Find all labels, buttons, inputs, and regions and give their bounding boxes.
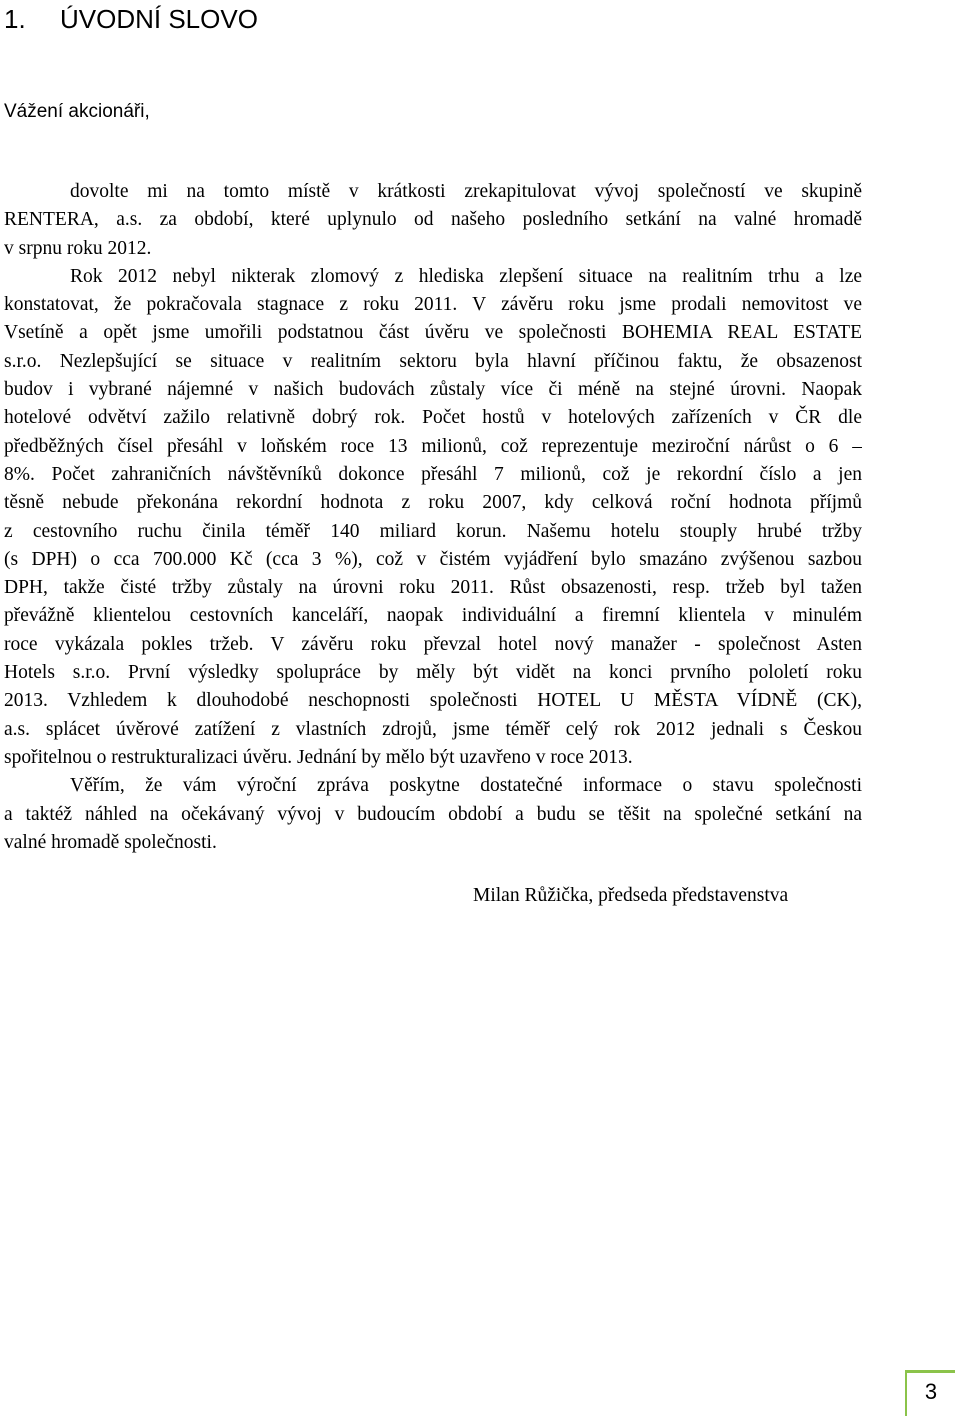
body-line: dovolte mi na tomto místě v krátkosti zrekapitulovat vývoj společností ve skupině xyxy=(70,181,862,202)
body-line: Hotels s.r.o. První výsledky spolupráce by měly být vidět na konci prvního pololetí roku xyxy=(4,662,862,684)
section-heading xyxy=(4,2,258,36)
body-line: s.r.o. Nezlepšující se situace v realitním sektoru byla hlavní příčinou faktu, že obsazenost xyxy=(4,350,862,372)
body-line: roce vykázala pokles tržeb. V závěru roku převzal hotel nový manažer - společnost Asten xyxy=(4,633,862,655)
body-line: převážně klientelou cestovních kanceláří, naopak individuální a firemní klientela v minulém xyxy=(4,605,862,627)
body-line: předběžných čísel přesáhl v loňském roce 13 milionů, což reprezentuje meziroční nárůst o 6 – xyxy=(4,435,862,457)
body-line: RENTERA, a.s. za období, které uplynulo od našeho posledního setkání na valné hromadě xyxy=(4,209,862,231)
section-title: ÚVODNÍ SLOVO xyxy=(60,4,258,34)
body-line: konstatovat, že pokračovala stagnace z roku 2011. V závěru roku jsme prodali nemovitost ve xyxy=(4,294,862,316)
body-line: a taktéž náhled na očekávaný vývoj v budoucím období a budu se těšit na společné setkání na xyxy=(4,803,862,825)
body-line: spořitelnou o restrukturalizaci úvěru. Jednání by mělo být uzavřeno v roce 2013. xyxy=(4,746,633,768)
body-line: Rok 2012 nebyl nikterak zlomový z hlediska zlepšení situace na realitním trhu a lze xyxy=(70,265,862,287)
signature: Milan Růžička, předseda představenstva xyxy=(473,885,789,906)
body-line: (s DPH) o cca 700.000 Kč (cca 3 %), což v čistém vyjádření bylo smazáno zvýšenou sazbou xyxy=(4,548,862,570)
body-line: DPH, takže čisté tržby zůstaly na úrovni roku 2011. Růst obsazenosti, resp. tržeb byl tažen xyxy=(4,577,862,599)
page-number: 3 xyxy=(924,1379,938,1404)
section-number: 1. xyxy=(4,4,26,34)
body-line: a.s. splácet úvěrové zatížení z vlastních zdrojů, jsme téměř celý rok 2012 jednali s Českou xyxy=(4,718,862,740)
body-line: Věřím, že vám výroční zpráva poskytne dostatečné informace o stavu společnosti xyxy=(70,775,862,797)
body-line: 8%. Počet zahraničních návštěvníků dokonce přesáhl 7 milionů, což je rekordní číslo a jen xyxy=(4,463,862,485)
body-line: z cestovního ruchu činila téměř 140 miliard korun. Našemu hotelu stouply hrubé tržby xyxy=(4,520,862,542)
body-line: budov i vybrané nájemné v našich budovách zůstaly více či méně na stejné úrovni. Naopak xyxy=(4,379,862,401)
salutation: Vážení akcionáři, xyxy=(4,101,150,122)
body-line: valné hromadě společnosti. xyxy=(4,831,217,853)
body-line: 2013. Vzhledem k dlouhodobé neschopnosti společnosti HOTEL U MĚSTA VÍDNĚ (CK), xyxy=(4,690,862,712)
page-number-box xyxy=(905,1370,955,1416)
body-line: Vsetíně a opět jsme umořili podstatnou část úvěru ve společnosti BOHEMIA REAL ESTATE xyxy=(4,322,862,344)
body-line: hotelové odvětví zažilo relativně dobrý rok. Počet hostů v hotelových zařízeních v ČR dle xyxy=(4,407,862,429)
body-line: těsně nebude překonána rekordní hodnota z roku 2007, kdy celková roční hodnota příjmů xyxy=(4,492,862,514)
body-line: v srpnu roku 2012. xyxy=(4,237,152,259)
letter-body xyxy=(4,178,862,857)
